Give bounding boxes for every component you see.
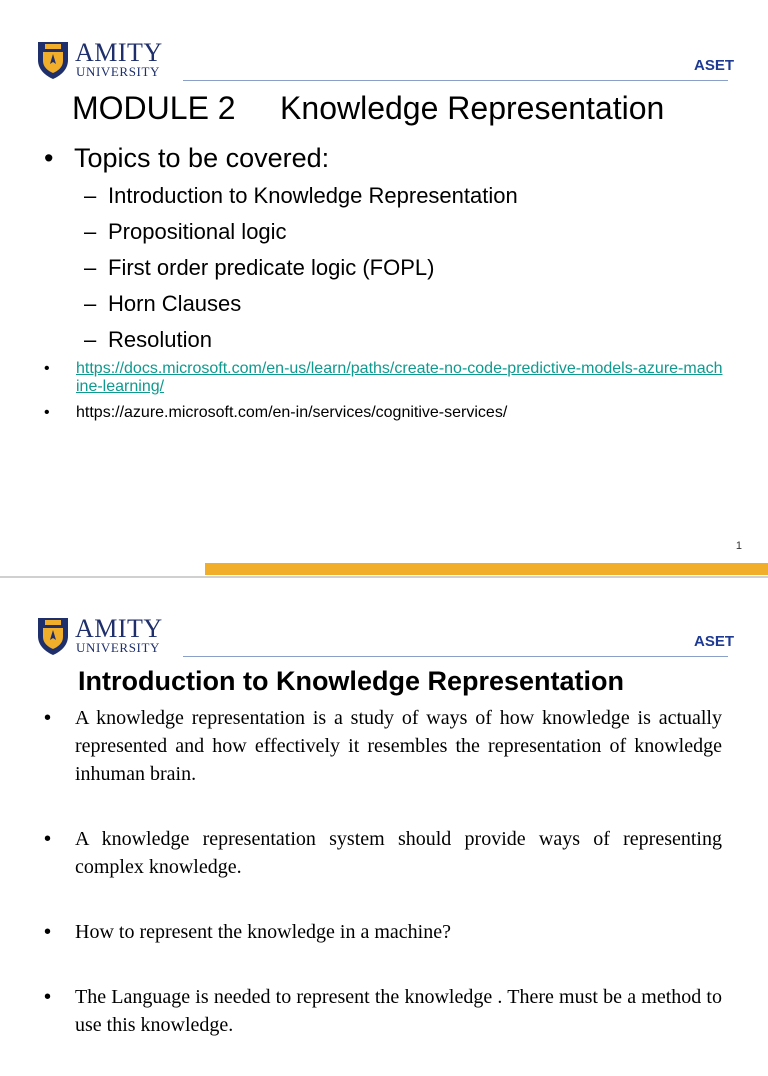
aset-tag: ASET (693, 57, 734, 74)
list-item (84, 250, 518, 286)
list-item (84, 214, 518, 250)
amity-shield-icon (36, 616, 70, 656)
list-item (44, 404, 726, 422)
bullet-icon: • (44, 360, 50, 377)
slide-divider (0, 576, 768, 578)
main-bullet (44, 140, 329, 176)
paragraph-text: How to represent the knowledge in a machine? (75, 921, 451, 943)
list-item (44, 918, 722, 946)
brand-subname: UNIVERSITY (76, 640, 160, 655)
subtopic-text: First order predicate logic (FOPL) (108, 255, 435, 280)
paragraph-text: A knowledge representation is a study of ways of how knowledge is actually represented and how effectively it resembles the representation of knowledge inhuman brain. (75, 707, 722, 785)
slide-body (44, 704, 722, 1076)
slide-title: MODULE 2 Knowledge Representation (72, 90, 665, 126)
bullet-icon: • (44, 707, 52, 729)
brand-name: AMITY (75, 614, 163, 643)
gold-footer-bar (205, 563, 768, 575)
azure-cognitive-url: https://azure.microsoft.com/en-in/services/cognitive-services/ (76, 404, 508, 421)
link-list (44, 360, 726, 422)
subtopic-text: Resolution (108, 327, 212, 352)
brand-name: AMITY (75, 38, 163, 67)
aset-tag: ASET (693, 633, 734, 650)
list-item (84, 178, 518, 214)
bullet-icon: • (44, 404, 50, 421)
list-item (44, 704, 722, 788)
list-item (44, 360, 726, 396)
list-item (44, 983, 722, 1039)
list-item (84, 322, 518, 358)
subtopic-text: Introduction to Knowledge Representation (108, 183, 518, 208)
slide-title: Introduction to Knowledge Representation (78, 666, 624, 696)
list-item (44, 825, 722, 881)
amity-shield-icon (36, 40, 70, 80)
brand-subname: UNIVERSITY (76, 64, 160, 79)
subtopic-text: Horn Clauses (108, 291, 242, 316)
dash-icon: – (84, 255, 97, 280)
dash-icon: – (84, 219, 97, 244)
bullet-icon: • (44, 986, 52, 1008)
bullet-icon: • (44, 921, 52, 943)
header-rule (183, 656, 728, 657)
header-rule (183, 80, 728, 81)
amity-logo (36, 40, 176, 84)
paragraph-text: A knowledge representation system should provide ways of representing complex knowledge. (75, 828, 722, 878)
ms-learn-link[interactable]: https://docs.microsoft.com/en-us/learn/paths/create-no-code-predictive-models-azure-machine-learning/ (76, 360, 723, 395)
bullet-icon: • (44, 143, 54, 173)
amity-logo (36, 616, 176, 660)
list-item (84, 286, 518, 322)
paragraph-text: The Language is needed to represent the knowledge . There must be a method to use this knowledge. (75, 986, 722, 1036)
page-number: 1 (735, 540, 742, 552)
dash-icon: – (84, 327, 97, 352)
dash-icon: – (84, 183, 97, 208)
subtopic-text: Propositional logic (108, 219, 287, 244)
subtopic-list (84, 178, 518, 358)
bullet-icon: • (44, 828, 52, 850)
main-bullet-text: Topics to be covered: (74, 143, 330, 173)
dash-icon: – (84, 291, 97, 316)
